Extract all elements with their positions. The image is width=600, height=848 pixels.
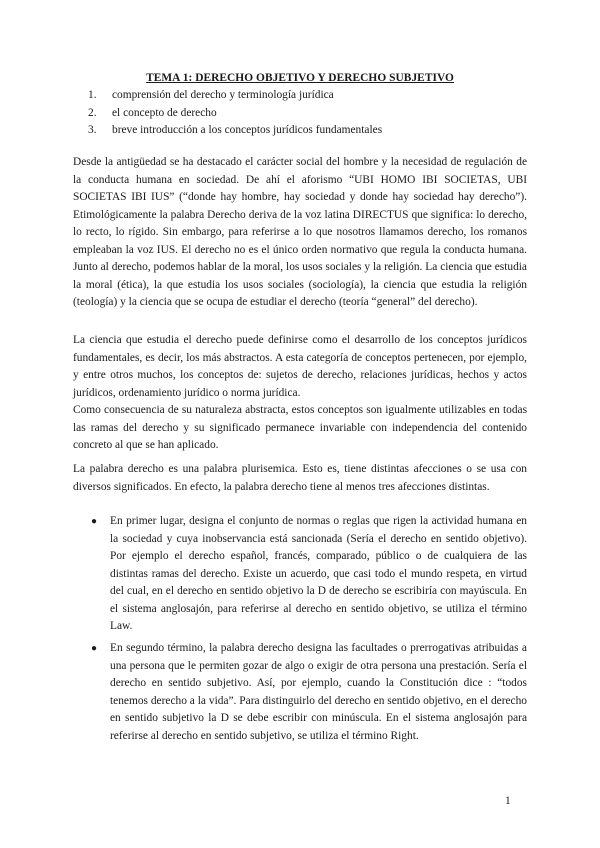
topic-item — [88, 87, 528, 105]
bullet-text: En primer lugar, designa el conjunto de normas o reglas que rigen la actividad humana en la sociedad y cuya inobservancia está sancionada (Sería el derecho en sentido objetivo). Por ejemplo el derecho español, francés, comparado, público o de cualquiera de las distintas ramas del derecho. Existe un acuerdo, que casi todo el mundo respeta, en virtud del cual, en el derecho en sentido objetivo la D de derecho se escribiría con mayúscula. En el sistema anglosajón, para referirse al derecho en sentido objetivo, se utiliza el término Law. — [110, 515, 527, 632]
topic-item — [88, 105, 528, 123]
bullet-text: En segundo término, la palabra derecho designa las facultades o prerrogativas atribuidas a una persona que le permiten gozar de algo o exigir de otra persona una prestación. Sería el derecho en sentido subjetivo. Así, por ejemplo, cuando la Constitución dice : “todos tenemos derecho a la vida”. Para distinguirlo del derecho en sentido objetivo, en el derecho en sentido subjetivo la D se debe escribir con minúscula. En el sistema anglosajón para referirse al derecho en sentido subjetivo, se utiliza el término Right. — [110, 642, 527, 742]
paragraph-intro: Desde la antigüedad se ha destacado el carácter social del hombre y la necesidad de regulación de la conducta humana en sociedad. De ahí el aforismo “UBI HOMO IBI SOCIETAS, UBI SOCIETAS IBI IUS” (“donde hay hombre, hay sociedad y donde hay sociedad hay derecho”). Etimológicamente la palabra Derecho deriva de la voz latina DIRECTUS que significa: lo derecho, lo recto, lo rígido. Sin embargo, para referirse a lo que nosotros llamamos derecho, los romanos empleaban la voz IUS. El derecho no es el único orden normativo que regula la conducta humana. Junto al derecho, podemos hablar de la moral, los usos sociales y la religión. La ciencia que estudia la moral (ética), la que estudia los usos sociales (sociología), la ciencia que estudia la religión (teología) y la ciencia que se ocupa de estudiar el derecho (teoría “general” del derecho). — [73, 156, 527, 308]
topic-item — [88, 122, 528, 140]
paragraph-plurisemic: La palabra derecho es una palabra plurisemica. Esto es, tiene distintas afecciones o se usa con diversos significados. En efecto, la palabra derecho tiene al menos tres afecciones distintas. — [73, 463, 527, 493]
topic-text: comprensión del derecho y terminología jurídica — [112, 89, 334, 101]
page-title: TEMA 1: DERECHO OBJETIVO Y DERECHO SUBJETIVO — [146, 72, 454, 84]
topic-number: 1. — [88, 89, 97, 101]
bullet-dot-icon: ● — [91, 643, 98, 654]
bullet-list — [91, 513, 527, 636]
topic-number: 3. — [88, 124, 97, 136]
bullet-item-objective — [91, 513, 527, 636]
bullet-dot-icon: ● — [91, 516, 98, 527]
paragraph-science-part-2: Como consecuencia de su naturaleza abstracta, estos conceptos son igualmente utilizables en todas las ramas del derecho y su significado permanece invariable con independencia del contenido concreto al que se han aplicado. — [73, 404, 527, 451]
bullet-item-subjective — [91, 640, 527, 745]
topic-text: el concepto de derecho — [112, 106, 217, 119]
topic-list — [88, 87, 528, 140]
topic-number: 2. — [88, 106, 97, 119]
paragraph-science — [73, 332, 527, 455]
topic-text: breve introducción a los conceptos jurídicos fundamentales — [112, 124, 383, 136]
paragraph-science-part-1: La ciencia que estudia el derecho puede definirse como el desarrollo de los conceptos jurídicos fundamentales, es decir, los más abstractos. A esta categoría de conceptos pertenecen, por ejemplo, y entre otros muchos, los conceptos de: sujetos de derecho, relaciones jurídicas, hechos y actos jurídicos, ordenamiento jurídico o norma jurídica. — [73, 334, 527, 399]
page-number: 1 — [505, 795, 511, 807]
bullet-list — [91, 640, 527, 745]
